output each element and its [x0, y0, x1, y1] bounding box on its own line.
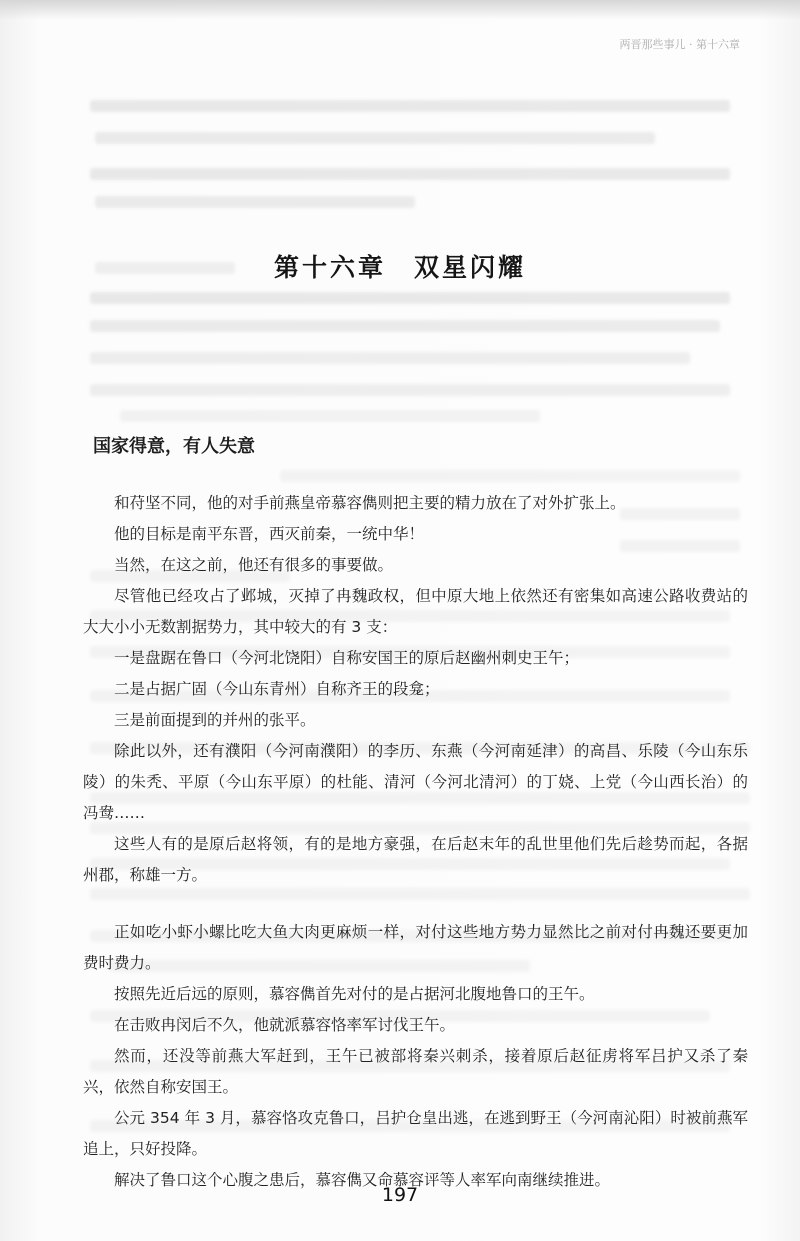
paragraph: 除此以外，还有濮阳（今河南濮阳）的李历、东燕（今河南延津）的高昌、乐陵（今山东乐陵）的朱秃、平原（今山东平原）的杜能、清河（今河北清河）的丁娆、上党（今山西长治）的冯鸯…… — [83, 742, 748, 822]
bleed-line — [90, 292, 730, 304]
paragraph: 尽管他已经攻占了邺城，灭掉了冉魏政权，但中原大地上依然还有密集如高速公路收费站的大大小小无数割据势力，其中较大的有 3 支： — [83, 587, 748, 636]
bleed-line — [95, 132, 655, 144]
paragraph: 在击败冉闵后不久，他就派慕容恪率军讨伐王午。 — [114, 1016, 456, 1034]
paragraph: 按照先近后远的原则，慕容儁首先对付的是占据河北腹地鲁口的王午。 — [114, 985, 595, 1003]
paragraph: 一是盘踞在鲁口（今河北饶阳）自称安国王的原后赵幽州刺史王午； — [114, 649, 580, 667]
paragraph: 三是前面提到的并州的张平。 — [114, 711, 316, 729]
bleed-line — [280, 470, 740, 482]
scan-shadow — [0, 0, 800, 20]
bleed-line — [90, 100, 730, 112]
paragraph: 和苻坚不同，他的对手前燕皇帝慕容儁则把主要的精力放在了对外扩张上。 — [114, 494, 626, 512]
bleed-line — [90, 352, 690, 364]
paragraph: 解决了鲁口这个心腹之患后，慕容儁又命慕容评等人率军向南继续推进。 — [114, 1171, 611, 1189]
section-heading: 国家得意，有人失意 — [93, 436, 255, 457]
paragraph: 然而，还没等前燕大军赶到，王午已被部将秦兴刺杀，接着原后赵征虏将军吕护又杀了秦兴，依然自称安国王。 — [83, 1047, 748, 1096]
paragraph: 正如吃小虾小螺比吃大鱼大肉更麻烦一样，对付这些地方势力显然比之前对付冉魏还要更加费时费力。 — [83, 923, 748, 972]
bleed-line — [120, 410, 540, 422]
page-number: 197 — [381, 1184, 419, 1206]
paragraph: 当然，在这之前，他还有很多的事要做。 — [114, 556, 394, 574]
paragraph: 这些人有的是原后赵将领，有的是地方豪强，在后赵末年的乱世里他们先后趁势而起，各据州郡，称雄一方。 — [83, 835, 748, 884]
running-head: 两晋那些事儿 · 第十六章 — [619, 38, 740, 51]
bleed-line — [90, 320, 720, 332]
paragraph: 二是占据广固（今山东青州）自称齐王的段龛； — [114, 680, 440, 698]
bleed-line — [90, 384, 730, 396]
bleed-line — [95, 196, 415, 208]
chapter-title: 第十六章 双星闪耀 — [273, 253, 526, 282]
bleed-line — [90, 168, 730, 180]
paragraph: 公元 354 年 3 月，慕容恪攻克鲁口，吕护仓皇出逃，在逃到野王（今河南沁阳）时被前燕军追上，只好投降。 — [83, 1109, 748, 1158]
paragraph: 他的目标是南平东晋，西灭前秦，一统中华！ — [114, 525, 425, 543]
body-text — [83, 488, 748, 1196]
